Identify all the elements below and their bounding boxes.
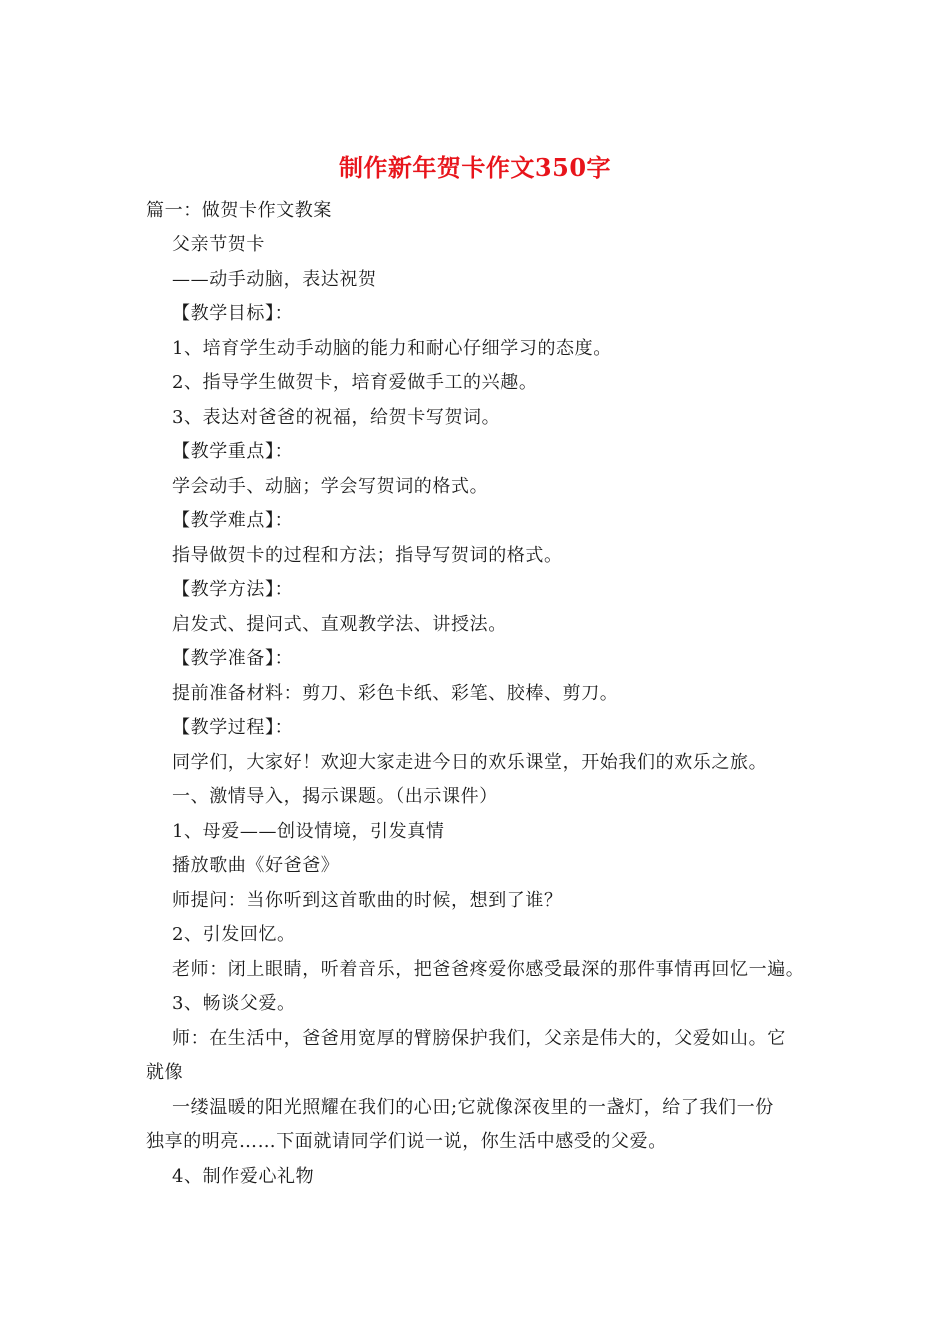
paragraph-line: 老师：闭上眼睛，听着音乐，把爸爸疼爱你感受最深的那件事情再回忆一遍。 — [172, 959, 805, 980]
paragraph-line: 3、畅谈父爱。 — [172, 993, 296, 1014]
paragraph-line: 独享的明亮……下面就请同学们说一说，你生活中感受的父爱。 — [146, 1131, 667, 1152]
paragraph-line: 2、指导学生做贺卡，培育爱做手工的兴趣。 — [172, 372, 538, 393]
paragraph-line: 学会动手、动脑；学会写贺词的格式。 — [172, 476, 489, 497]
document-title: 制作新年贺卡作文350字 — [338, 153, 612, 182]
paragraph-line: 师：在生活中，爸爸用宽厚的臂膀保护我们，父亲是伟大的，父爱如山。它 — [172, 1028, 786, 1049]
heading-preparation: 【教学准备】： — [172, 648, 294, 669]
paragraph-line: 一、激情导入，揭示课题。（出示课件） — [172, 786, 498, 807]
paragraph-line: 提前准备材料：剪刀、彩色卡纸、彩笔、胶棒、剪刀。 — [172, 683, 619, 704]
heading-methods: 【教学方法】： — [172, 579, 294, 600]
paragraph-line: 3、表达对爸爸的祝福，给贺卡写贺词。 — [172, 407, 501, 428]
paragraph-line: 同学们，大家好！欢迎大家走进今日的欢乐课堂，开始我们的欢乐之旅。 — [172, 752, 768, 773]
heading-key-points: 【教学重点】： — [172, 441, 294, 462]
paragraph-line: 就像 — [146, 1062, 184, 1083]
paragraph-line: 2、引发回忆。 — [172, 924, 296, 945]
paragraph-line: 4、制作爱心礼物 — [172, 1166, 315, 1187]
paragraph-line: 1、母爱——创设情境，引发真情 — [172, 821, 445, 842]
paragraph-line: 启发式、提问式、直观教学法、讲授法。 — [172, 614, 507, 635]
paragraph-line: 播放歌曲《好爸爸》 — [172, 855, 340, 876]
paragraph-line: 1、培育学生动手动脑的能力和耐心仔细学习的态度。 — [172, 338, 612, 359]
paragraph-line: 一缕温暖的阳光照耀在我们的心田;它就像深夜里的一盏灯，给了我们一份 — [172, 1097, 774, 1118]
subtitle: 父亲节贺卡 — [172, 234, 265, 255]
paragraph-line: 师提问：当你听到这首歌曲的时候，想到了谁？ — [172, 890, 563, 911]
heading-process: 【教学过程】： — [172, 717, 294, 738]
paragraph-line: 指导做贺卡的过程和方法；指导写贺词的格式。 — [172, 545, 563, 566]
heading-goals: 【教学目标】： — [172, 303, 294, 324]
subtitle-tagline: ——动手动脑，表达祝贺 — [172, 269, 377, 290]
heading-difficulties: 【教学难点】： — [172, 510, 294, 531]
section-heading: 篇一：做贺卡作文教案 — [146, 200, 332, 221]
